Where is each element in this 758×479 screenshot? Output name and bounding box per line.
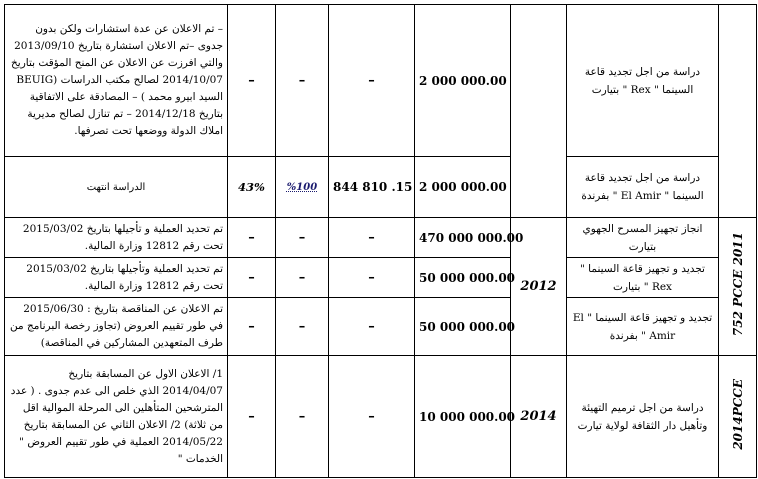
status-notes-cell: تم الاعلان عن المناقصة بتاريخ : 2015/06/30 في طور تقييم العروض (تجاوز رخصة البرنامج من طرف المتعهدين المشاركين في المناقصة) <box>5 298 228 356</box>
value-cell: – <box>276 298 329 356</box>
operation-cell: تجديد و تجهيز قاعة السينما " Rex " بتيارت <box>567 258 719 298</box>
value-cell: – <box>228 298 276 356</box>
value-cell: – <box>329 218 415 258</box>
operation-cell: انجاز تجهيز المسرح الجهوي بتيارت <box>567 218 719 258</box>
amount-cell: 470 000 000.00 <box>415 218 511 258</box>
value-cell: – <box>228 5 276 157</box>
value-cell: – <box>276 258 329 298</box>
program-cell <box>719 218 757 356</box>
value-cell: – <box>228 218 276 258</box>
table-row <box>5 5 757 157</box>
value-cell: – <box>329 298 415 356</box>
value-cell: – <box>276 5 329 157</box>
program-cell <box>719 356 757 478</box>
table-row <box>5 218 757 258</box>
status-notes-cell: تم تحديد العملية و تأجيلها بتاريخ 2015/03/02 تحت رقم 12812 وزارة المالية. <box>5 218 228 258</box>
amount-cell: 2 000 000.00 <box>415 157 511 218</box>
table-row <box>5 298 757 356</box>
value-cell: – <box>228 356 276 478</box>
value-cell: – <box>228 258 276 298</box>
program-label: 2014PCCE <box>730 379 745 450</box>
amount-cell: 2 000 000.00 <box>415 5 511 157</box>
value-cell: – <box>276 218 329 258</box>
projects-table <box>4 4 757 478</box>
operation-cell: دراسة من اجل تجديد قاعة السينما " Rex " بتيارت <box>567 5 719 157</box>
amount-cell: 50 000 000.00 <box>415 298 511 356</box>
year-cell: 2014 <box>511 356 567 478</box>
table-row <box>5 157 757 218</box>
status-notes-cell: 1/ الاعلان الاول عن المسابقة بتاريخ 2014/04/07 الذي خلص الى عدم جدوى . ( عدد المترشحين المتأهلين الى المرحلة الموالية اقل من ثلاثة) 2/ الاعلان الثاني عن المسابقة بتاريخ 2014/05/22 العملية في طور تقييم العروض " الخدمات " <box>5 356 228 478</box>
operation-cell: دراسة من اجل تجديد قاعة السينما " El Amir " بفرندة <box>567 157 719 218</box>
status-notes-cell: الدراسة انتهت <box>5 157 228 218</box>
value-cell: – <box>276 356 329 478</box>
percent-cell: 43% <box>228 157 276 218</box>
value-cell: – <box>329 258 415 298</box>
table-row <box>5 258 757 298</box>
status-notes-cell: – تم الاعلان عن عدة استشارات ولكن بدون جدوى –تم الاعلان استشارة بتاريخ 2013/09/10 والتي افرزت عن الاعلان عن المنح المؤقت بتاريخ 2014/10/07 لصالح مكتب الدراسات (BEUIG السيد ابيرو محمد ) – المصادقة على الاتفاقية بتاريخ 2014/12/18 – تم تنازل لصالح مديرية املاك الدولة ووضعها تحت تصرفها. <box>5 5 228 157</box>
value-cell: – <box>329 5 415 157</box>
program-label: 752 PCCE 2011 <box>730 232 745 337</box>
operation-cell: تجديد و تجهيز قاعة السينما " El Amir " بفرندة <box>567 298 719 356</box>
percent-cell: %100 <box>276 157 329 218</box>
value-cell: – <box>329 356 415 478</box>
operation-cell: دراسة من اجل ترميم التهيئة وتأهيل دار الثقافة لولاية تيارت <box>567 356 719 478</box>
consumed-amount-cell: 844 810 .15 <box>329 157 415 218</box>
status-notes-cell: تم تحديد العملية وتأجيلها بتاريخ 2015/03/02 تحت رقم 12812 وزارة المالية. <box>5 258 228 298</box>
amount-cell: 10 000 000.00 <box>415 356 511 478</box>
year-cell: 2012 <box>511 218 567 356</box>
amount-cell: 50 000 000.00 <box>415 258 511 298</box>
year-cell-empty <box>511 5 567 218</box>
table-row <box>5 356 757 478</box>
program-cell-empty <box>719 5 757 218</box>
